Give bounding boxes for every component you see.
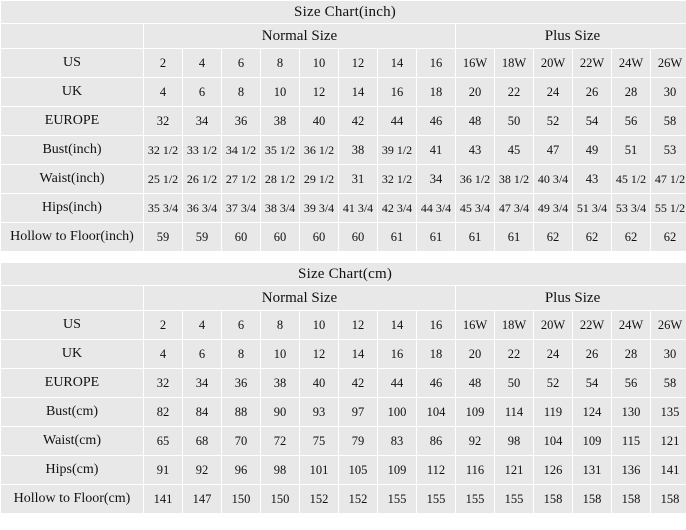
data-cell: 51 3/4 xyxy=(573,194,612,223)
data-cell: 158 xyxy=(534,485,573,514)
data-cell: 45 xyxy=(495,136,534,165)
data-cell: 38 xyxy=(261,107,300,136)
data-cell: 12 xyxy=(300,78,339,107)
row-label: US xyxy=(1,311,144,340)
data-cell: 158 xyxy=(573,485,612,514)
data-cell: 112 xyxy=(417,456,456,485)
row-label: Bust(inch) xyxy=(1,136,144,165)
table-row xyxy=(1,456,686,485)
data-cell: 52 xyxy=(534,107,573,136)
group-header-row xyxy=(1,24,686,49)
data-cell: 14 xyxy=(378,49,417,78)
data-cell: 32 1/2 xyxy=(144,136,183,165)
data-cell: 33 1/2 xyxy=(183,136,222,165)
data-cell: 4 xyxy=(183,311,222,340)
table-row xyxy=(1,398,686,427)
data-cell: 62 xyxy=(534,223,573,252)
data-cell: 62 xyxy=(651,223,686,252)
data-cell: 22W xyxy=(573,49,612,78)
data-cell: 155 xyxy=(378,485,417,514)
data-cell: 6 xyxy=(183,340,222,369)
table-row xyxy=(1,223,686,252)
table-row xyxy=(1,78,686,107)
data-cell: 35 3/4 xyxy=(144,194,183,223)
data-cell: 39 3/4 xyxy=(300,194,339,223)
data-cell: 34 1/2 xyxy=(222,136,261,165)
data-cell: 54 xyxy=(573,369,612,398)
data-cell: 51 xyxy=(612,136,651,165)
data-cell: 4 xyxy=(183,49,222,78)
data-cell: 150 xyxy=(222,485,261,514)
data-cell: 16W xyxy=(456,49,495,78)
data-cell: 116 xyxy=(456,456,495,485)
data-cell: 88 xyxy=(222,398,261,427)
data-cell: 72 xyxy=(261,427,300,456)
data-cell: 60 xyxy=(222,223,261,252)
data-cell: 43 xyxy=(573,165,612,194)
data-cell: 14 xyxy=(339,340,378,369)
data-cell: 8 xyxy=(222,78,261,107)
data-cell: 54 xyxy=(573,107,612,136)
data-cell: 16 xyxy=(417,311,456,340)
data-cell: 97 xyxy=(339,398,378,427)
data-cell: 135 xyxy=(651,398,686,427)
data-cell: 92 xyxy=(456,427,495,456)
data-cell: 93 xyxy=(300,398,339,427)
data-cell: 4 xyxy=(144,340,183,369)
data-cell: 22 xyxy=(495,340,534,369)
data-cell: 61 xyxy=(417,223,456,252)
data-cell: 8 xyxy=(222,340,261,369)
data-cell: 130 xyxy=(612,398,651,427)
data-cell: 16 xyxy=(378,78,417,107)
data-cell: 2 xyxy=(144,49,183,78)
row-label: US xyxy=(1,49,144,78)
data-cell: 53 3/4 xyxy=(612,194,651,223)
group-header-blank xyxy=(1,24,144,49)
data-cell: 35 1/2 xyxy=(261,136,300,165)
data-cell: 84 xyxy=(183,398,222,427)
data-cell: 136 xyxy=(612,456,651,485)
data-cell: 56 xyxy=(612,107,651,136)
data-cell: 55 1/2 xyxy=(651,194,686,223)
group-header: Plus Size xyxy=(456,286,686,311)
chart-title: Size Chart(cm) xyxy=(1,263,686,286)
data-cell: 47 1/2 xyxy=(651,165,686,194)
data-cell: 28 xyxy=(612,340,651,369)
data-cell: 2 xyxy=(144,311,183,340)
data-cell: 141 xyxy=(651,456,686,485)
data-cell: 109 xyxy=(378,456,417,485)
chart-title-row xyxy=(1,1,686,24)
data-cell: 29 1/2 xyxy=(300,165,339,194)
table-row xyxy=(1,369,686,398)
data-cell: 12 xyxy=(300,340,339,369)
data-cell: 152 xyxy=(300,485,339,514)
data-cell: 20W xyxy=(534,49,573,78)
data-cell: 34 xyxy=(183,369,222,398)
data-cell: 49 xyxy=(573,136,612,165)
row-label: Hips(inch) xyxy=(1,194,144,223)
data-cell: 47 3/4 xyxy=(495,194,534,223)
data-cell: 39 1/2 xyxy=(378,136,417,165)
data-cell: 59 xyxy=(144,223,183,252)
data-cell: 65 xyxy=(144,427,183,456)
data-cell: 158 xyxy=(612,485,651,514)
data-cell: 6 xyxy=(183,78,222,107)
data-cell: 16 xyxy=(378,340,417,369)
data-cell: 38 1/2 xyxy=(495,165,534,194)
data-cell: 124 xyxy=(573,398,612,427)
data-cell: 44 3/4 xyxy=(417,194,456,223)
data-cell: 83 xyxy=(378,427,417,456)
data-cell: 30 xyxy=(651,78,686,107)
data-cell: 18W xyxy=(495,49,534,78)
data-cell: 104 xyxy=(417,398,456,427)
data-cell: 8 xyxy=(261,49,300,78)
data-cell: 62 xyxy=(573,223,612,252)
data-cell: 26 1/2 xyxy=(183,165,222,194)
data-cell: 126 xyxy=(534,456,573,485)
data-cell: 37 3/4 xyxy=(222,194,261,223)
data-cell: 32 1/2 xyxy=(378,165,417,194)
data-cell: 100 xyxy=(378,398,417,427)
data-cell: 46 xyxy=(417,107,456,136)
size-chart-table xyxy=(0,262,686,514)
data-cell: 36 xyxy=(222,107,261,136)
data-cell: 14 xyxy=(378,311,417,340)
data-cell: 28 xyxy=(612,78,651,107)
row-label: UK xyxy=(1,78,144,107)
table-row xyxy=(1,194,686,223)
data-cell: 38 3/4 xyxy=(261,194,300,223)
data-cell: 38 xyxy=(339,136,378,165)
data-cell: 20W xyxy=(534,311,573,340)
data-cell: 109 xyxy=(456,398,495,427)
data-cell: 22W xyxy=(573,311,612,340)
data-cell: 155 xyxy=(495,485,534,514)
data-cell: 49 3/4 xyxy=(534,194,573,223)
data-cell: 41 xyxy=(417,136,456,165)
data-cell: 150 xyxy=(261,485,300,514)
data-cell: 48 xyxy=(456,107,495,136)
data-cell: 68 xyxy=(183,427,222,456)
table-row xyxy=(1,427,686,456)
data-cell: 101 xyxy=(300,456,339,485)
row-label: Hips(cm) xyxy=(1,456,144,485)
data-cell: 131 xyxy=(573,456,612,485)
data-cell: 24W xyxy=(612,311,651,340)
data-cell: 24 xyxy=(534,78,573,107)
data-cell: 104 xyxy=(534,427,573,456)
data-cell: 4 xyxy=(144,78,183,107)
data-cell: 42 xyxy=(339,369,378,398)
table-row xyxy=(1,311,686,340)
table-row xyxy=(1,107,686,136)
data-cell: 58 xyxy=(651,107,686,136)
data-cell: 61 xyxy=(456,223,495,252)
data-cell: 48 xyxy=(456,369,495,398)
data-cell: 86 xyxy=(417,427,456,456)
data-cell: 16 xyxy=(417,49,456,78)
data-cell: 10 xyxy=(300,311,339,340)
data-cell: 60 xyxy=(261,223,300,252)
group-header-blank xyxy=(1,286,144,311)
data-cell: 70 xyxy=(222,427,261,456)
data-cell: 43 xyxy=(456,136,495,165)
data-cell: 114 xyxy=(495,398,534,427)
chart-title: Size Chart(inch) xyxy=(1,1,686,24)
table-row xyxy=(1,485,686,514)
chart-title-row xyxy=(1,263,686,286)
data-cell: 26W xyxy=(651,49,686,78)
data-cell: 40 xyxy=(300,107,339,136)
row-label: UK xyxy=(1,340,144,369)
data-cell: 41 3/4 xyxy=(339,194,378,223)
data-cell: 121 xyxy=(651,427,686,456)
data-cell: 18W xyxy=(495,311,534,340)
data-cell: 155 xyxy=(417,485,456,514)
data-cell: 42 xyxy=(339,107,378,136)
data-cell: 42 3/4 xyxy=(378,194,417,223)
data-cell: 34 xyxy=(183,107,222,136)
data-cell: 44 xyxy=(378,107,417,136)
data-cell: 141 xyxy=(144,485,183,514)
size-chart-table xyxy=(0,0,686,252)
data-cell: 90 xyxy=(261,398,300,427)
data-cell: 26W xyxy=(651,311,686,340)
data-cell: 18 xyxy=(417,78,456,107)
data-cell: 36 3/4 xyxy=(183,194,222,223)
data-cell: 24 xyxy=(534,340,573,369)
row-label: Waist(cm) xyxy=(1,427,144,456)
size-chart-block xyxy=(0,0,686,252)
data-cell: 10 xyxy=(300,49,339,78)
data-cell: 30 xyxy=(651,340,686,369)
data-cell: 36 1/2 xyxy=(456,165,495,194)
size-chart-block xyxy=(0,262,686,514)
data-cell: 20 xyxy=(456,340,495,369)
data-cell: 96 xyxy=(222,456,261,485)
table-row xyxy=(1,136,686,165)
row-label: Hollow to Floor(inch) xyxy=(1,223,144,252)
data-cell: 31 xyxy=(339,165,378,194)
data-cell: 27 1/2 xyxy=(222,165,261,194)
data-cell: 105 xyxy=(339,456,378,485)
data-cell: 12 xyxy=(339,49,378,78)
data-cell: 61 xyxy=(378,223,417,252)
data-cell: 40 3/4 xyxy=(534,165,573,194)
data-cell: 50 xyxy=(495,369,534,398)
data-cell: 16W xyxy=(456,311,495,340)
data-cell: 115 xyxy=(612,427,651,456)
data-cell: 75 xyxy=(300,427,339,456)
data-cell: 14 xyxy=(339,78,378,107)
data-cell: 6 xyxy=(222,49,261,78)
chart-separator xyxy=(0,252,686,262)
group-header: Normal Size xyxy=(144,24,456,49)
data-cell: 56 xyxy=(612,369,651,398)
data-cell: 45 1/2 xyxy=(612,165,651,194)
data-cell: 44 xyxy=(378,369,417,398)
table-row xyxy=(1,165,686,194)
row-label: Bust(cm) xyxy=(1,398,144,427)
data-cell: 50 xyxy=(495,107,534,136)
data-cell: 26 xyxy=(573,78,612,107)
data-cell: 10 xyxy=(261,340,300,369)
data-cell: 24W xyxy=(612,49,651,78)
data-cell: 98 xyxy=(495,427,534,456)
data-cell: 155 xyxy=(456,485,495,514)
row-label: Waist(inch) xyxy=(1,165,144,194)
data-cell: 92 xyxy=(183,456,222,485)
data-cell: 62 xyxy=(612,223,651,252)
data-cell: 26 xyxy=(573,340,612,369)
data-cell: 58 xyxy=(651,369,686,398)
data-cell: 12 xyxy=(339,311,378,340)
data-cell: 109 xyxy=(573,427,612,456)
data-cell: 60 xyxy=(300,223,339,252)
table-row xyxy=(1,49,686,78)
table-row xyxy=(1,340,686,369)
data-cell: 52 xyxy=(534,369,573,398)
data-cell: 10 xyxy=(261,78,300,107)
data-cell: 38 xyxy=(261,369,300,398)
data-cell: 59 xyxy=(183,223,222,252)
data-cell: 47 xyxy=(534,136,573,165)
group-header: Normal Size xyxy=(144,286,456,311)
group-header-row xyxy=(1,286,686,311)
data-cell: 82 xyxy=(144,398,183,427)
group-header: Plus Size xyxy=(456,24,686,49)
data-cell: 8 xyxy=(261,311,300,340)
row-label: EUROPE xyxy=(1,369,144,398)
data-cell: 98 xyxy=(261,456,300,485)
data-cell: 32 xyxy=(144,107,183,136)
data-cell: 36 xyxy=(222,369,261,398)
data-cell: 121 xyxy=(495,456,534,485)
data-cell: 147 xyxy=(183,485,222,514)
data-cell: 32 xyxy=(144,369,183,398)
data-cell: 119 xyxy=(534,398,573,427)
row-label: EUROPE xyxy=(1,107,144,136)
data-cell: 18 xyxy=(417,340,456,369)
data-cell: 91 xyxy=(144,456,183,485)
data-cell: 45 3/4 xyxy=(456,194,495,223)
data-cell: 20 xyxy=(456,78,495,107)
data-cell: 22 xyxy=(495,78,534,107)
data-cell: 40 xyxy=(300,369,339,398)
data-cell: 28 1/2 xyxy=(261,165,300,194)
data-cell: 158 xyxy=(651,485,686,514)
data-cell: 46 xyxy=(417,369,456,398)
data-cell: 36 1/2 xyxy=(300,136,339,165)
data-cell: 61 xyxy=(495,223,534,252)
data-cell: 53 xyxy=(651,136,686,165)
data-cell: 34 xyxy=(417,165,456,194)
data-cell: 79 xyxy=(339,427,378,456)
data-cell: 6 xyxy=(222,311,261,340)
row-label: Hollow to Floor(cm) xyxy=(1,485,144,514)
data-cell: 152 xyxy=(339,485,378,514)
data-cell: 25 1/2 xyxy=(144,165,183,194)
data-cell: 60 xyxy=(339,223,378,252)
